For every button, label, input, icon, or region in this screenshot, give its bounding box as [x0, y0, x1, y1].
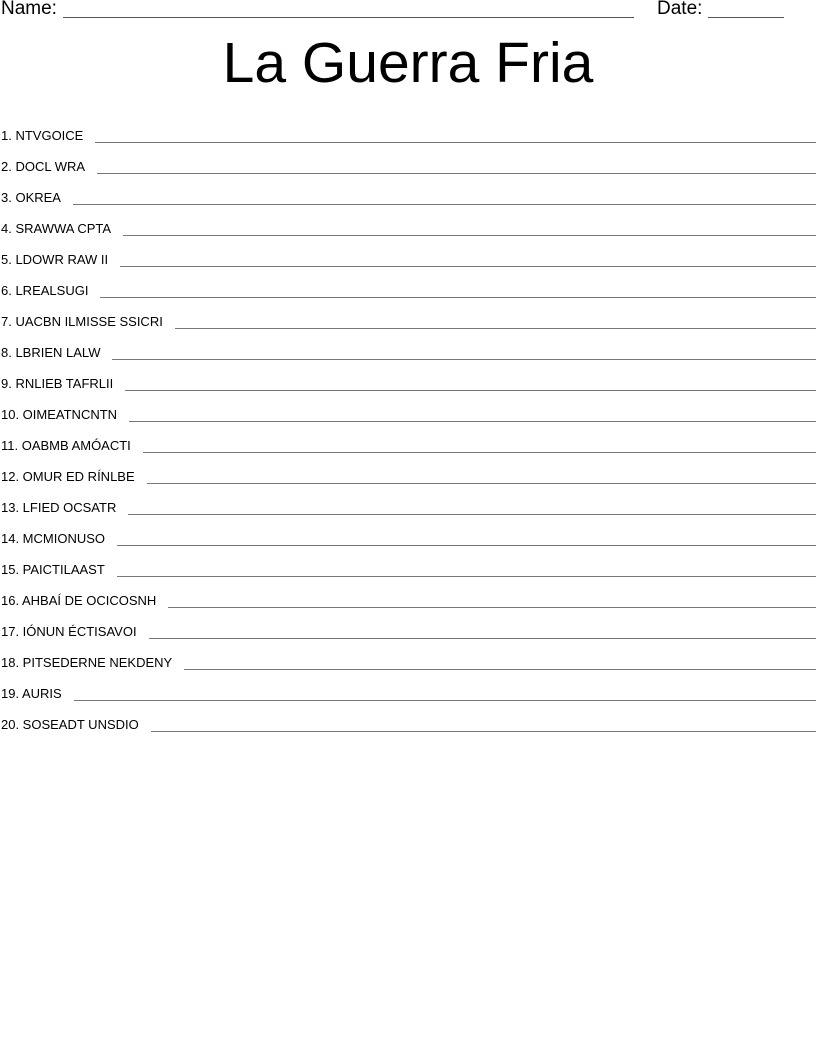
date-label: Date: — [657, 0, 703, 19]
date-field-line[interactable] — [708, 17, 784, 18]
list-item — [0, 268, 816, 299]
scrambled-word: 17. IÓNUN ÉCTISAVOI — [1, 624, 137, 639]
answer-line[interactable] — [151, 731, 816, 732]
answer-line[interactable] — [149, 638, 816, 639]
answer-line[interactable] — [74, 700, 816, 701]
scrambled-word: 14. MCMIONUSO — [1, 531, 106, 546]
answer-line[interactable] — [175, 328, 816, 329]
list-item — [0, 485, 816, 516]
list-item — [0, 206, 816, 237]
answer-line[interactable] — [129, 421, 816, 422]
scrambled-word: 3. OKREA — [1, 190, 61, 205]
list-item — [0, 671, 816, 702]
list-item — [0, 702, 816, 733]
scrambled-word-list — [0, 113, 816, 733]
scrambled-word: 12. OMUR ED RÍNLBE — [1, 469, 135, 484]
list-item — [0, 330, 816, 361]
answer-line[interactable] — [73, 204, 816, 205]
scrambled-word: 19. AURIS — [1, 686, 62, 701]
list-item — [0, 516, 816, 547]
list-item — [0, 609, 816, 640]
answer-line[interactable] — [125, 390, 816, 391]
scrambled-word: 13. LFIED OCSATR — [1, 500, 117, 515]
answer-line[interactable] — [95, 142, 816, 143]
list-item — [0, 299, 816, 330]
answer-line[interactable] — [123, 235, 816, 236]
list-item — [0, 113, 816, 144]
scrambled-word: 4. SRAWWA CPTA — [1, 221, 112, 236]
scrambled-word: 5. LDOWR RAW II — [1, 252, 109, 267]
answer-line[interactable] — [97, 173, 816, 174]
name-field-line[interactable] — [63, 17, 634, 18]
list-item — [0, 423, 816, 454]
list-item — [0, 361, 816, 392]
answer-line[interactable] — [117, 545, 816, 546]
scrambled-word: 9. RNLIEB TAFRLII — [1, 376, 114, 391]
answer-line[interactable] — [100, 297, 816, 298]
scrambled-word: 1. NTVGOICE — [1, 128, 84, 143]
answer-line[interactable] — [168, 607, 816, 608]
answer-line[interactable] — [143, 452, 816, 453]
scrambled-word: 16. AHBAÍ DE OCICOSNH — [1, 593, 157, 608]
scrambled-word: 8. LBRIEN LALW — [1, 345, 101, 360]
answer-line[interactable] — [128, 514, 816, 515]
answer-line[interactable] — [147, 483, 816, 484]
list-item — [0, 578, 816, 609]
header-row — [0, 0, 816, 22]
list-item — [0, 392, 816, 423]
scrambled-word: 15. PAICTILAAST — [1, 562, 105, 577]
list-item — [0, 175, 816, 206]
list-item — [0, 454, 816, 485]
answer-line[interactable] — [184, 669, 816, 670]
worksheet-title: La Guerra Fria — [222, 31, 594, 95]
list-item — [0, 640, 816, 671]
scrambled-word: 7. UACBN ILMISSE SSICRI — [1, 314, 163, 329]
scrambled-word: 11. OABMB AMÓACTI — [1, 438, 131, 453]
scrambled-word: 20. SOSEADT UNSDIO — [1, 717, 139, 732]
list-item — [0, 547, 816, 578]
scrambled-word: 10. OIMEATNCNTN — [1, 407, 118, 422]
scrambled-word: 6. LREALSUGI — [1, 283, 89, 298]
answer-line[interactable] — [117, 576, 816, 577]
list-item — [0, 144, 816, 175]
scrambled-word: 18. PITSEDERNE NEKDENY — [1, 655, 173, 670]
list-item — [0, 237, 816, 268]
answer-line[interactable] — [120, 266, 816, 267]
scrambled-word: 2. DOCL WRA — [1, 159, 86, 174]
name-label: Name: — [1, 0, 57, 19]
answer-line[interactable] — [112, 359, 816, 360]
